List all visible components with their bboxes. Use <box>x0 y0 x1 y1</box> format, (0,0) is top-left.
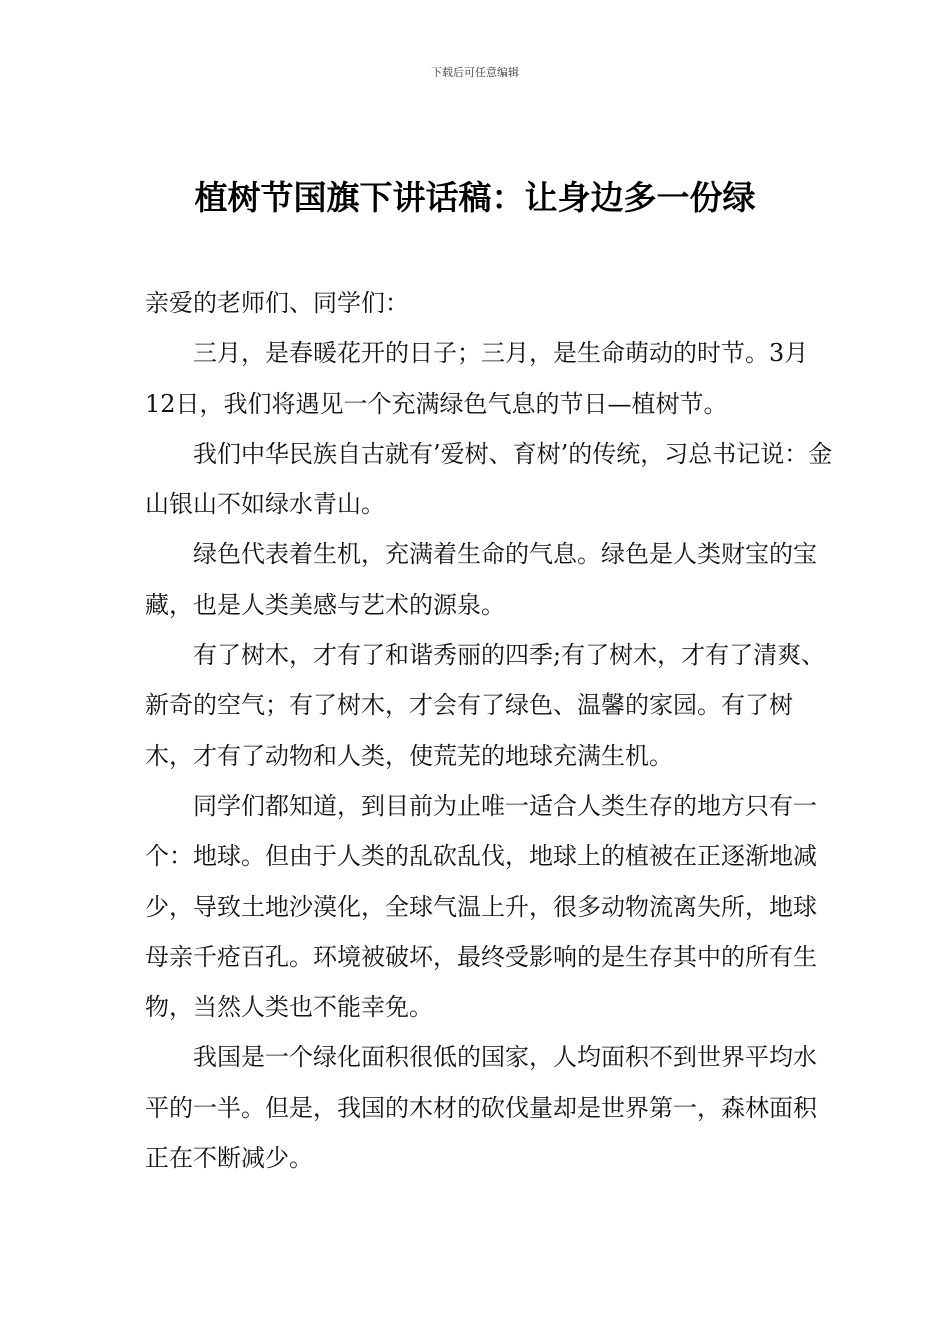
salutation: 亲爱的老师们、同学们： <box>145 289 409 317</box>
paragraph-4: 有了树木，才有了和谐秀丽的四季;有了树木，才有了清爽、新奇的空气；有了树木，才会有了绿色、温馨的家园。有了树木，才有了动物和人类，使荒芜的地球充满生机。 <box>145 641 826 770</box>
paragraph-6: 我国是一个绿化面积很低的国家，人均面积不到世界平均水平的一半。但是，我国的木材的砍伐量却是世界第一，森林面积正在不断减少。 <box>145 1043 817 1173</box>
header-note: 下载后可任意编辑 <box>431 66 519 79</box>
paragraph-1: 三月，是春暖花开的日子；三月，是生命萌动的时节。3月12日，我们将遇见一个充满绿色气息的节日—植树节。 <box>145 339 809 418</box>
paragraph-3: 绿色代表着生机，充满着生命的气息。绿色是人类财宝的宝藏，也是人类美感与艺术的源泉。 <box>145 540 817 619</box>
document-body <box>145 278 835 1183</box>
document-title: 植树节国旗下讲话稿：让身边多一份绿 <box>194 178 756 217</box>
paragraph-2: 我们中华民族自古就有’爱树、育树’的传统，习总书记说：金山银山不如绿水青山。 <box>145 439 833 519</box>
paragraph-5: 同学们都知道，到目前为止唯一适合人类生存的地方只有一个：地球。但由于人类的乱砍乱伐，地球上的植被在正逐渐地减少，导致土地沙漠化，全球气温上升，很多动物流离失所，地球母亲千疮百孔。环境被破坏，最终受影响的是生存其中的所有生物，当然人类也不能幸免。 <box>145 791 817 1022</box>
